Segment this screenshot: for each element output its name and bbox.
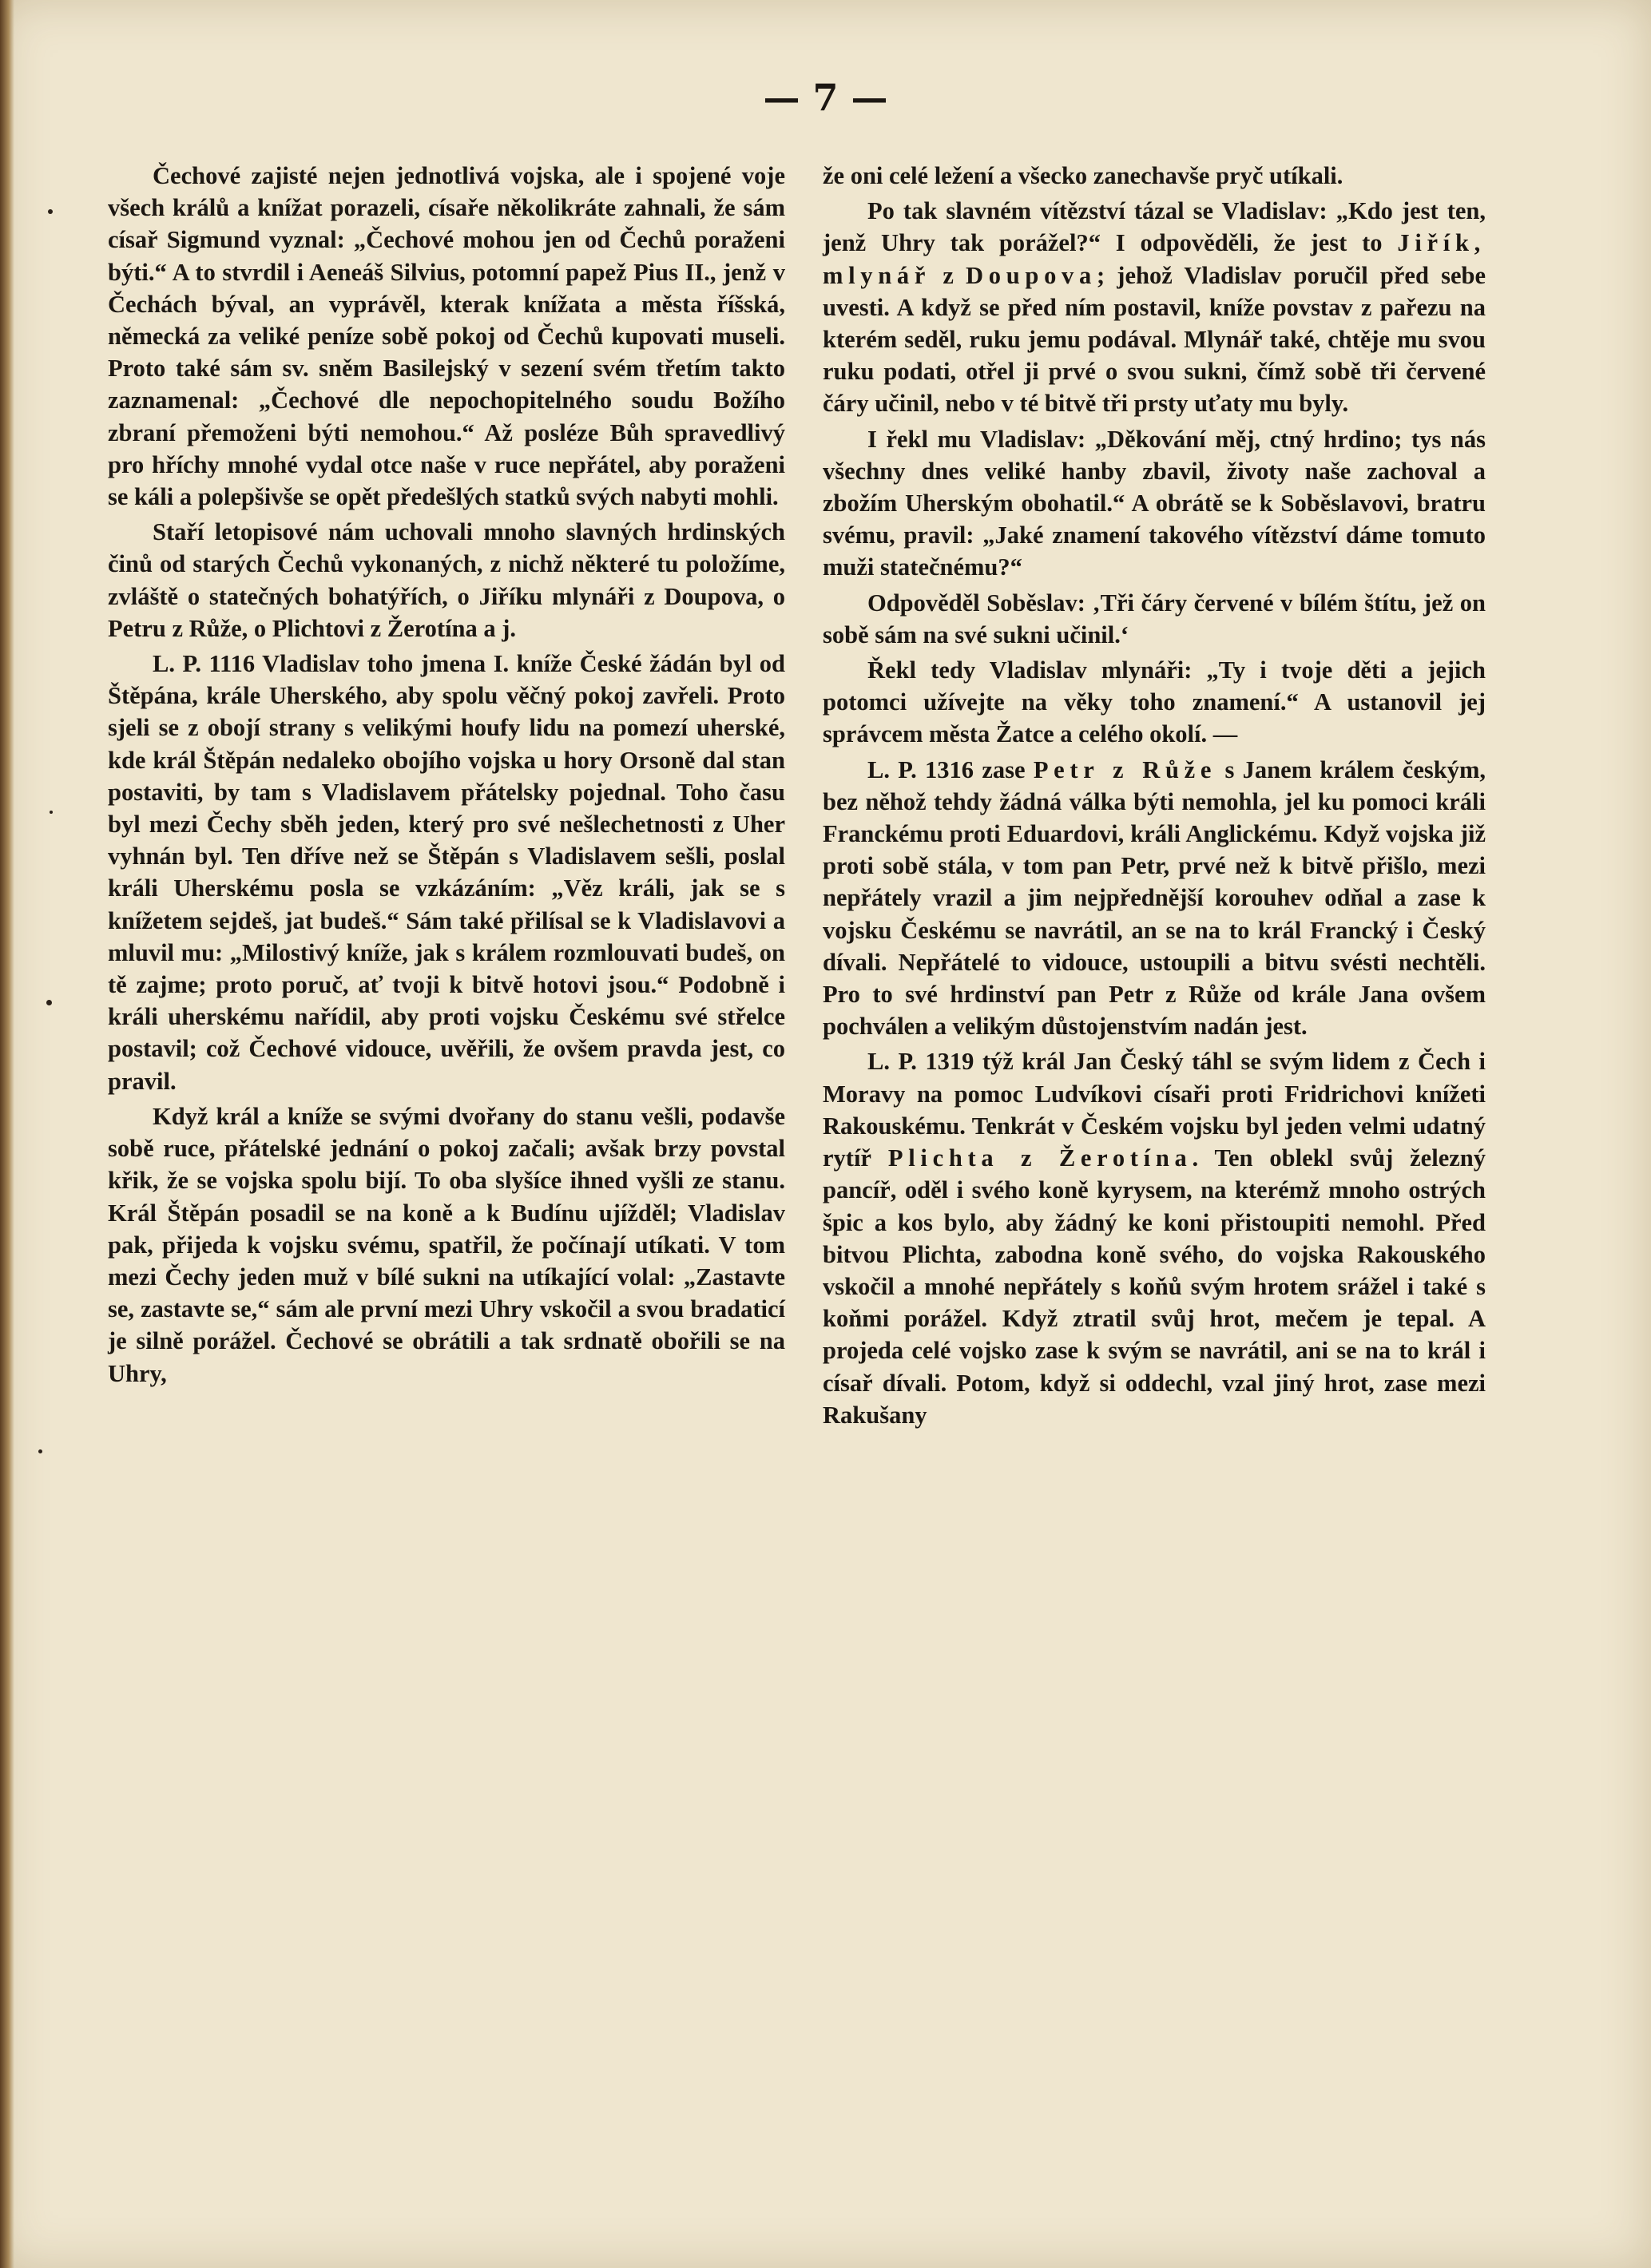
- right-p2-text-b: z: [931, 261, 966, 289]
- page-number: — 7 —: [763, 76, 888, 119]
- paper-speck: [50, 811, 53, 814]
- page-binding-edge: [0, 0, 14, 2268]
- right-paragraph-5: Řekl tedy Vladislav mlynáři: „Ty i tvoje děti a jejich potomci užívejte na věky toho znamení.“ A ustanovil jej správcem města Žatce a celého okolí. —: [823, 656, 1486, 748]
- left-paragraph-2: Staří letopisové nám uchovali mnoho slavných hrdinských činů od starých Čechů vykonaných, z nichž některé tu položíme, zvláště o statečných bohatýřích, o Jiříku mlynáři z Doupova, o Petru z Růže, o Plichtovi z Žerotína a j.: [108, 518, 785, 642]
- right-p6-text-b: s Janem králem českým, bez něhož tehdy žádná válka býti nemohla, jel ku pomoci králi Franckému proti Eduardovi, králi Anglickému. Když vojska již proti sobě stála, v tom pan Petr, prvé než k bitvě přišlo, mezi nepřátely vrazil a jim nejpřednější korouhev odňal a zase k vojsku Českému se navrátil, an se na to král Francký i Český dívali. Nepřátelé to vidouce, ustoupili a bitvu svésti nechtěli. Pro to své hrdinství pan Petr z Růže od krále Jana ovšem pochválen a velikým důstojenstvím nadán jest.: [823, 755, 1486, 1041]
- right-paragraph-7: [823, 1045, 1486, 1430]
- spaced-name-jirik: Jiřík, mlynář: [823, 229, 1486, 289]
- paper-speck: [38, 1449, 42, 1453]
- left-text-column: [108, 160, 785, 1393]
- left-paragraph-1: Čechové zajisté nejen jednotlivá vojska, ale i spojené voje všech králů a knížat porazeli, císaře několikráte zahnali, že sám císař Sigmund vyznal: „Čechové mohou jen od Čechů poraženi býti.“ A to stvrdil i Aeneáš Silvius, potomní papež Pius II., jenž v Čechách býval, an vyprávěl, kterak knížata a města říšská, německá za veliké peníze sobě pokoj od Čechů kupovati museli. Proto také sám sv. sněm Basilejský v sezení svém třetím takto zaznamenal: „Čechové dle nepochopitelného soudu Božího zbraní přemoženi býti nemohou.“ Až posléze Bůh spravedlivý pro hříchy mnohé vydal otce naše v ruce nepřátel, aby poraženi se káli a polepšivše se opět předešlých statků svých nabyti mohli.: [108, 162, 785, 511]
- right-p7-text-b: . Ten oblekl svůj železný pancíř, oděl i svého koně kyrysem, na kterémž mnoho ostrých špic a kos bylo, aby žádný ke koni přistoupiti nemohl. Před bitvou Plichta, zabodna koně svého, do vojska Rakouského vskočil a mnohé nepřátely s koňů svým hrotem srážel i také s koňmi porážel. Když ztratil svůj hrot, mečem je tepal. A projeda celé vojsko zase k svým se navrátil, ani se na to král i císař dívali. Potom, když si oddechl, vzal jiný hrot, zase mezi Rakušany: [823, 1144, 1486, 1429]
- spaced-name-plichta: Plichta z Žerotína: [887, 1144, 1193, 1172]
- spaced-name-petr: Petr z Růže: [1033, 755, 1217, 783]
- right-p2-text-c: ; jehož Vladislav poručil před sebe uvesti. A když se před ním postavil, kníže povstav z pařezu na kterém seděl, ruku jemu podával. Mlynář také, chtěje mu svou ruku podati, otřel ji prvé o svou sukni, čímž sobě tři červené čáry učinil, nebo v té bitvě tři prsty uťaty mu byly.: [823, 261, 1486, 418]
- spaced-name-doupov: Doupova: [966, 261, 1097, 289]
- left-paragraph-4: Když král a kníže se svými dvořany do stanu vešli, podavše sobě ruce, přátelské jednání o pokoj začali; avšak brzy povstal křik, že se vojska spolu bijí. To oba slyšíce ihned vyšli ze stanu. Král Štěpán posadil se na koně a k Budínu ujížděl; Vladislav pak, přijeda k vojsku svému, spatřil, že počínají utíkati. V tom mezi Čechy jeden muž v bílé sukni na utíkající volal: „Zastavte se, zastavte se,“ sám ale první mezi Uhry vskočil a svou bradaticí je silně porážel. Čechové se obrátili a tak srdnatě obořili se na Uhry,: [108, 1102, 785, 1387]
- right-paragraph-2: [823, 195, 1486, 419]
- paper-speck: [48, 209, 53, 214]
- right-p6-text-a: L. P. 1316 zase: [867, 755, 1034, 783]
- right-p7-text-a: L. P. 1319 týž král Jan Český táhl se svým lidem z Čech i Moravy na pomoc Ludvíkovi císaři proti Fridrichovi knížeti Rakouskému. Tenkrát v Českém vojsku byl jeden velmi udatný rytíř: [823, 1048, 1486, 1172]
- right-paragraph-1: že oni celé ležení a všecko zanechavše pryč utíkali.: [823, 162, 1343, 189]
- paper-speck: [46, 1000, 52, 1005]
- right-p2-text-a: Po tak slavném vítězství tázal se Vladislav: „Kdo jest ten, jenž Uhry tak porážel?“ I odpověděli, že jest to: [823, 197, 1486, 257]
- right-paragraph-6: [823, 754, 1486, 1043]
- right-text-column: [823, 160, 1486, 1434]
- right-paragraph-3: I řekl mu Vladislav: „Děkování měj, ctný hrdino; tys nás všechny dnes veliké hanby zbavil, životy naše zachoval a zbožím Uherským obohatil.“ A obrátě se k Soběslavovi, bratru svému, pravil: „Jaké znamení takového vítězství dáme tomuto muži statečnému?“: [823, 425, 1486, 581]
- right-paragraph-4: Odpověděl Soběslav: ‚Tři čáry červené v bílém štítu, jež on sobě sám na své sukni učinil.‘: [823, 589, 1486, 648]
- left-paragraph-3: L. P. 1116 Vladislav toho jmena I. kníže České žádán byl od Štěpána, krále Uherského, aby spolu věčný pokoj zavřeli. Proto sjeli se z obojí strany s velikými houfy lidu na pomezí uherské, kde král Štěpán nedaleko obojího vojska u hory Orsoně dal stan postaviti, by tam s Vladislavem přátelsky pojednal. Toho času byl mezi Čechy sběh jeden, který pro své nešlechetnosti z Uher vyhnán byl. Ten dříve než se Štěpán s Vladislavem sešli, poslal králi Uherskému posla se vzkázáním: „Věz králi, jak se s knížetem sejdeš, jat budeš.“ Sám také přilísal se k Vladislavovi a mluvil mu: „Milostivý kníže, jak s králem rozmlouvati budeš, on tě zajme; proto poruč, ať tvoji k bitvě hotovi jsou.“ Podobně i králi uherskému nařídil, aby proti vojsku Českému své střelce postavil; což Čechové vidouce, uvěřili, že ovšem pravda jest, co pravil.: [108, 650, 785, 1095]
